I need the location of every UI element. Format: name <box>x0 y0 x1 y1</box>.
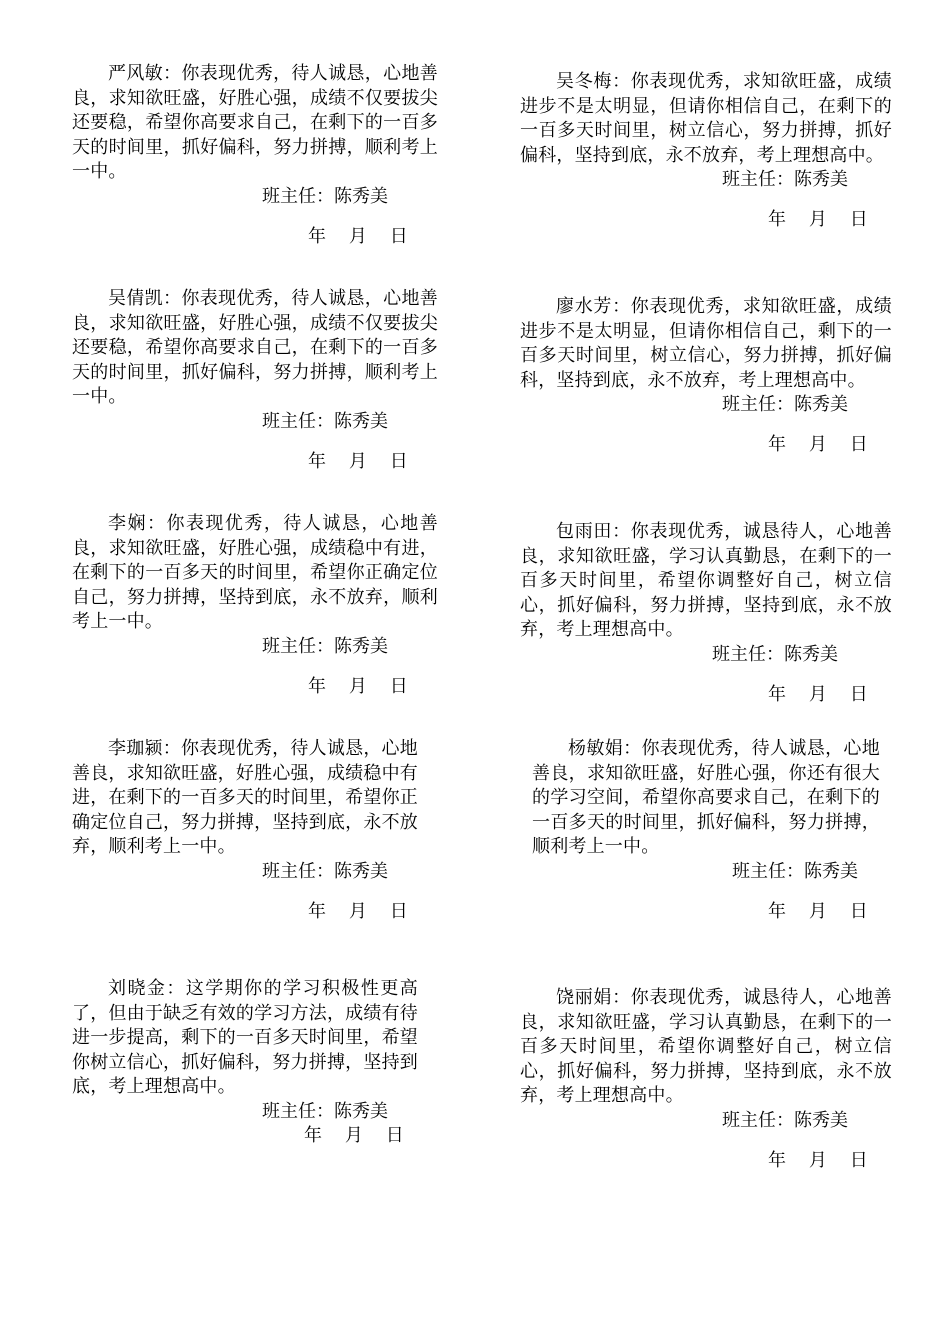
comment-block <box>72 512 438 699</box>
teacher-signature: 班主任：陈秀美 <box>262 860 388 882</box>
comment-block <box>72 737 418 924</box>
date-line: 年 月 日 <box>768 900 868 922</box>
comment-block <box>520 986 892 1173</box>
date-line: 年 月 日 <box>768 1149 868 1171</box>
comment-block <box>532 737 880 924</box>
teacher-signature: 班主任：陈秀美 <box>262 410 388 432</box>
teacher-signature: 班主任：陈秀美 <box>712 643 838 665</box>
teacher-signature: 班主任：陈秀美 <box>262 635 388 657</box>
date-line: 年 月 日 <box>308 225 408 247</box>
comment-block <box>520 520 892 707</box>
date-line: 年 月 日 <box>308 675 408 697</box>
comment-block <box>72 977 418 1148</box>
teacher-signature: 班主任：陈秀美 <box>732 860 858 882</box>
comment-text: 饶丽娟：你表现优秀，诚恳待人，心地善良，求知欲旺盛，学习认真勤恳，在剩下的一百多天时间里，希望你调整好自己，树立信心，抓好偏科，努力拼搏，坚持到底，永不放弃，考上理想高中。 <box>520 987 892 1106</box>
comment-block <box>520 70 892 232</box>
comment-text: 李娴：你表现优秀，待人诚恳，心地善良，求知欲旺盛，好胜心强，成绩稳中有进，在剩下的一百多天的时间里，希望你正确定位自己，努力拼搏，坚持到底，永不放弃，顺利考上一中。 <box>72 513 438 632</box>
teacher-signature: 班主任：陈秀美 <box>722 1109 848 1131</box>
comment-block <box>520 295 892 457</box>
date-line: 年 月 日 <box>768 683 868 705</box>
date-line: 年 月 日 <box>304 1124 404 1146</box>
date-line: 年 月 日 <box>308 450 408 472</box>
teacher-signature: 班主任：陈秀美 <box>262 1100 388 1122</box>
teacher-signature: 班主任：陈秀美 <box>722 169 848 190</box>
comment-text: 严风敏：你表现优秀，待人诚恳，心地善良，求知欲旺盛，好胜心强，成绩不仅要拔尖还要稳，希望你高要求自己，在剩下的一百多天的时间里，抓好偏科，努力拼搏，顺利考上一中。 <box>72 63 438 182</box>
teacher-signature: 班主任：陈秀美 <box>262 185 388 207</box>
date-line: 年 月 日 <box>768 209 868 230</box>
date-line: 年 月 日 <box>308 900 408 922</box>
comment-text: 吴冬梅：你表现优秀，求知欲旺盛，成绩进步不是太明显，但请你相信自己，在剩下的一百多天时间里，树立信心，努力拼搏，抓好偏科，坚持到底，永不放弃，考上理想高中。 <box>520 71 892 166</box>
comment-block <box>72 62 438 249</box>
date-line: 年 月 日 <box>768 434 868 455</box>
comment-block <box>72 287 438 474</box>
comment-text: 杨敏娟：你表现优秀，待人诚恳，心地善良，求知欲旺盛，好胜心强，你还有很大的学习空间，希望你高要求自己，在剩下的一百多天的时间里，抓好偏科，努力拼搏，顺利考上一中。 <box>532 738 880 857</box>
comment-text: 廖水芳：你表现优秀，求知欲旺盛，成绩进步不是太明显，但请你相信自己，剩下的一百多天时间里，树立信心，努力拼搏，抓好偏科，坚持到底，永不放弃，考上理想高中。 <box>520 296 892 391</box>
teacher-signature: 班主任：陈秀美 <box>722 394 848 415</box>
comment-text: 包雨田：你表现优秀，诚恳待人，心地善良，求知欲旺盛，学习认真勤恳，在剩下的一百多天时间里，希望你调整好自己，树立信心，抓好偏科，努力拼搏，坚持到底，永不放弃，考上理想高中。 <box>520 521 892 640</box>
comment-text: 李珈颍：你表现优秀，待人诚恳，心地善良，求知欲旺盛，好胜心强，成绩稳中有进，在剩下的一百多天的时间里，希望你正确定位自己，努力拼搏，坚持到底，永不放弃，顺利考上一中。 <box>72 738 418 857</box>
comment-text: 吴倩凯：你表现优秀，待人诚恳，心地善良，求知欲旺盛，好胜心强，成绩不仅要拔尖还要稳，希望你高要求自己，在剩下的一百多天的时间里，抓好偏科，努力拼搏，顺利考上一中。 <box>72 288 438 407</box>
comment-text: 刘晓金：这学期你的学习积极性更高了，但由于缺乏有效的学习方法，成绩有待进一步提高，剩下的一百多天时间里，希望你树立信心，抓好偏科，努力拼搏，坚持到底，考上理想高中。 <box>72 978 418 1097</box>
